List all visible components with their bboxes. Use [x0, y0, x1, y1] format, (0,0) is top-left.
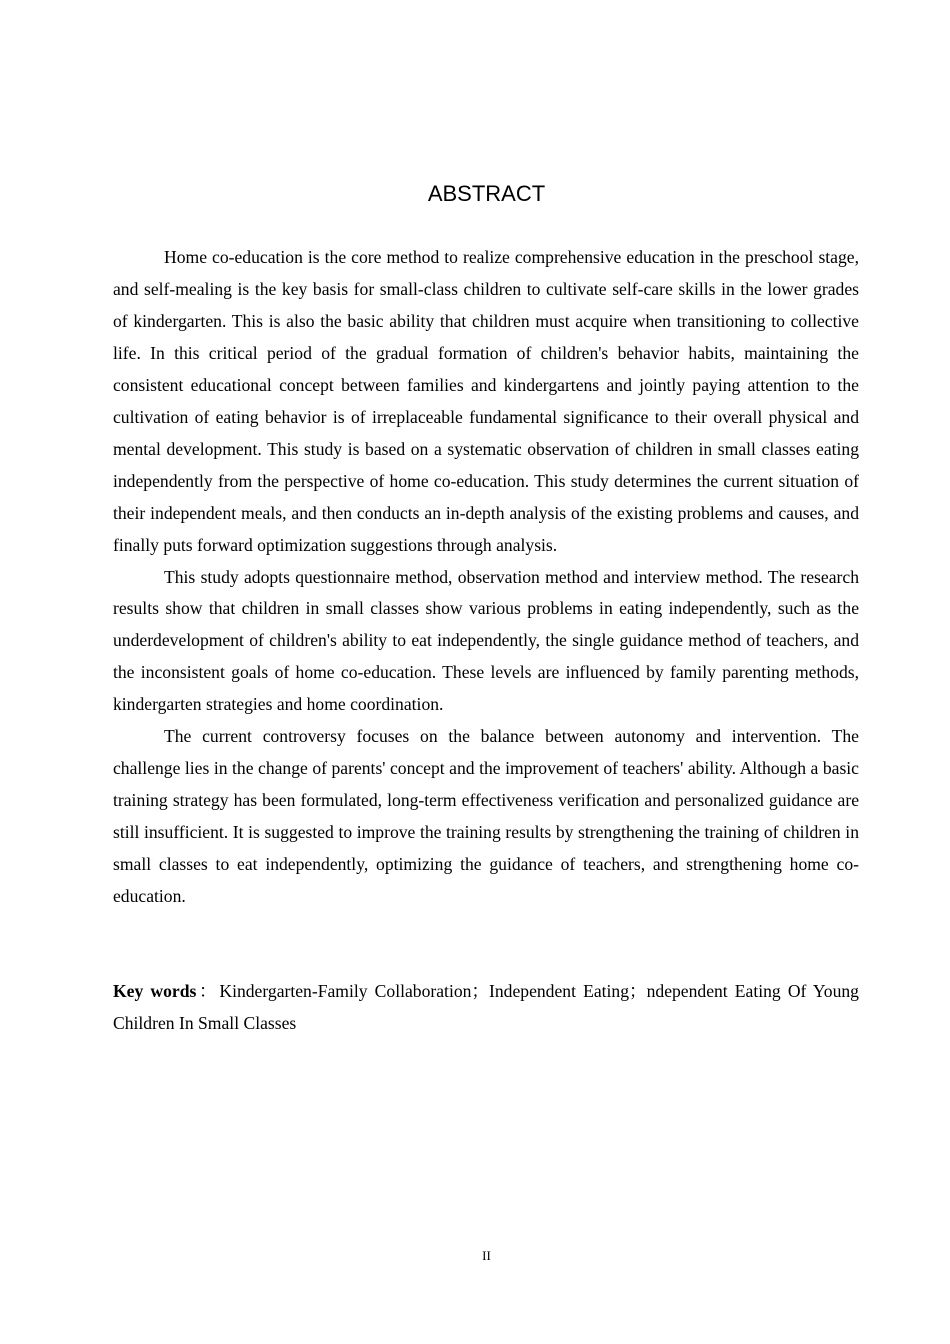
keywords-separator: ：: [196, 981, 220, 1001]
abstract-paragraph-2: This study adopts questionnaire method, observation method and interview method. The research results show that children in small classes show various problems in eating independently, such as the underdevelopment of children's ability to eat independently, the single guidance method of teachers, and the inconsistent goals of home co-education. These levels are influenced by family parenting methods, kindergarten strategies and home coordination.: [113, 566, 859, 715]
abstract-paragraph-3: The current controversy focuses on the balance between autonomy and intervention. The challenge lies in the change of parents' concept and the improvement of teachers' ability. Although a basic training strategy has been formulated, long-term effectiveness verification and personalized guidance are still insufficient. It is suggested to improve the training results by strengthening the training of children in small classes to eat independently, optimizing the guidance of teachers, and strengthening home co-education.: [113, 726, 859, 907]
page-number: II: [482, 1248, 491, 1263]
abstract-paragraph-1: Home co-education is the core method to realize comprehensive education in the preschool stage, and self-mealing is the key basis for small-class children to cultivate self-care skills in the lower grades of kindergarten. This is also the basic ability that children must acquire when transitioning to collective life. In this critical period of the gradual formation of children's behavior habits, maintaining the consistent educational concept between families and kindergartens and jointly paying attention to the cultivation of eating behavior is of irreplaceable fundamental significance to their overall physical and mental development. This study is based on a systematic observation of children in small classes eating independently from the perspective of home co-education. This study determines the current situation of their independent meals, and then conducts an in-depth analysis of the existing problems and causes, and finally puts forward optimization suggestions through analysis.: [113, 247, 859, 555]
keywords-block: [113, 976, 859, 1040]
keywords-label: Key words: [113, 981, 197, 1001]
abstract-title: ABSTRACT: [427, 181, 546, 206]
keywords-text: Kindergarten-Family Collaboration；Independent Eating；ndependent Eating Of Young Children In Small Classes: [113, 981, 859, 1033]
abstract-body: [113, 242, 859, 913]
